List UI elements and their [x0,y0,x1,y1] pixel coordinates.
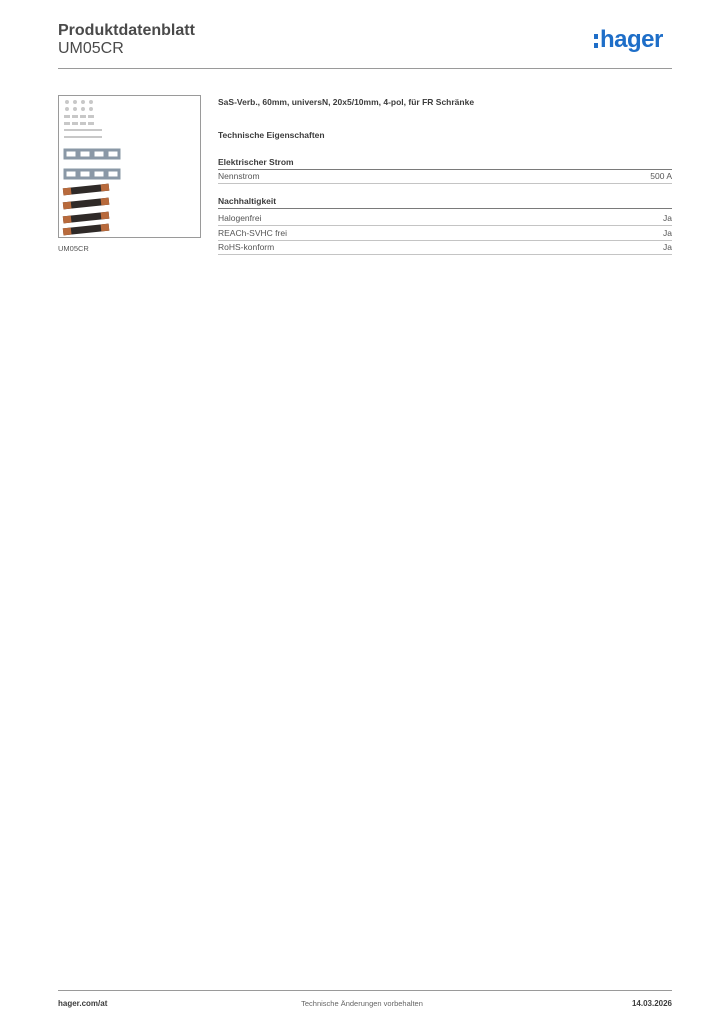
row-value: Ja [663,228,672,238]
product-image [58,95,201,238]
row-value: Ja [663,242,672,252]
footer-date: 14.03.2026 [631,999,672,1008]
row-label: RoHS-konform [218,242,275,252]
product-description: SaS-Verb., 60mm, universN, 20x5/10mm, 4-pol, für FR Schränke [218,97,475,107]
row-value: 500 A [650,171,672,181]
logo-wordmark: hager [600,26,663,53]
row-divider [218,183,672,184]
footer-divider [58,990,672,991]
product-code: UM05CR [58,40,124,57]
row-divider [218,225,672,226]
section-heading: Technische Eigenschaften [218,130,325,140]
group-divider [218,208,672,209]
group-heading-sustainability [218,196,672,206]
header-divider [58,68,672,69]
group-title: Nachhaltigkeit [218,196,277,206]
group-heading-electrical [218,157,672,167]
row-value: Ja [663,213,672,223]
table-row [218,241,672,255]
footer-website-link[interactable]: hager.com/at [58,999,108,1008]
busbar-kit-image [59,96,200,237]
table-row [218,212,672,226]
row-label: REACh-SVHC frei [218,228,287,238]
table-row [218,227,672,241]
group-title: Elektrischer Strom [218,157,294,167]
row-label: Nennstrom [218,171,260,181]
logo-dots-icon [594,34,599,52]
page-title: Produktdatenblatt [58,22,195,39]
table-row [218,170,672,184]
row-divider [218,254,672,255]
image-caption: UM05CR [58,244,89,253]
row-label: Halogenfrei [218,213,262,223]
footer-notice: Technische Änderungen vorbehalten [301,999,423,1008]
